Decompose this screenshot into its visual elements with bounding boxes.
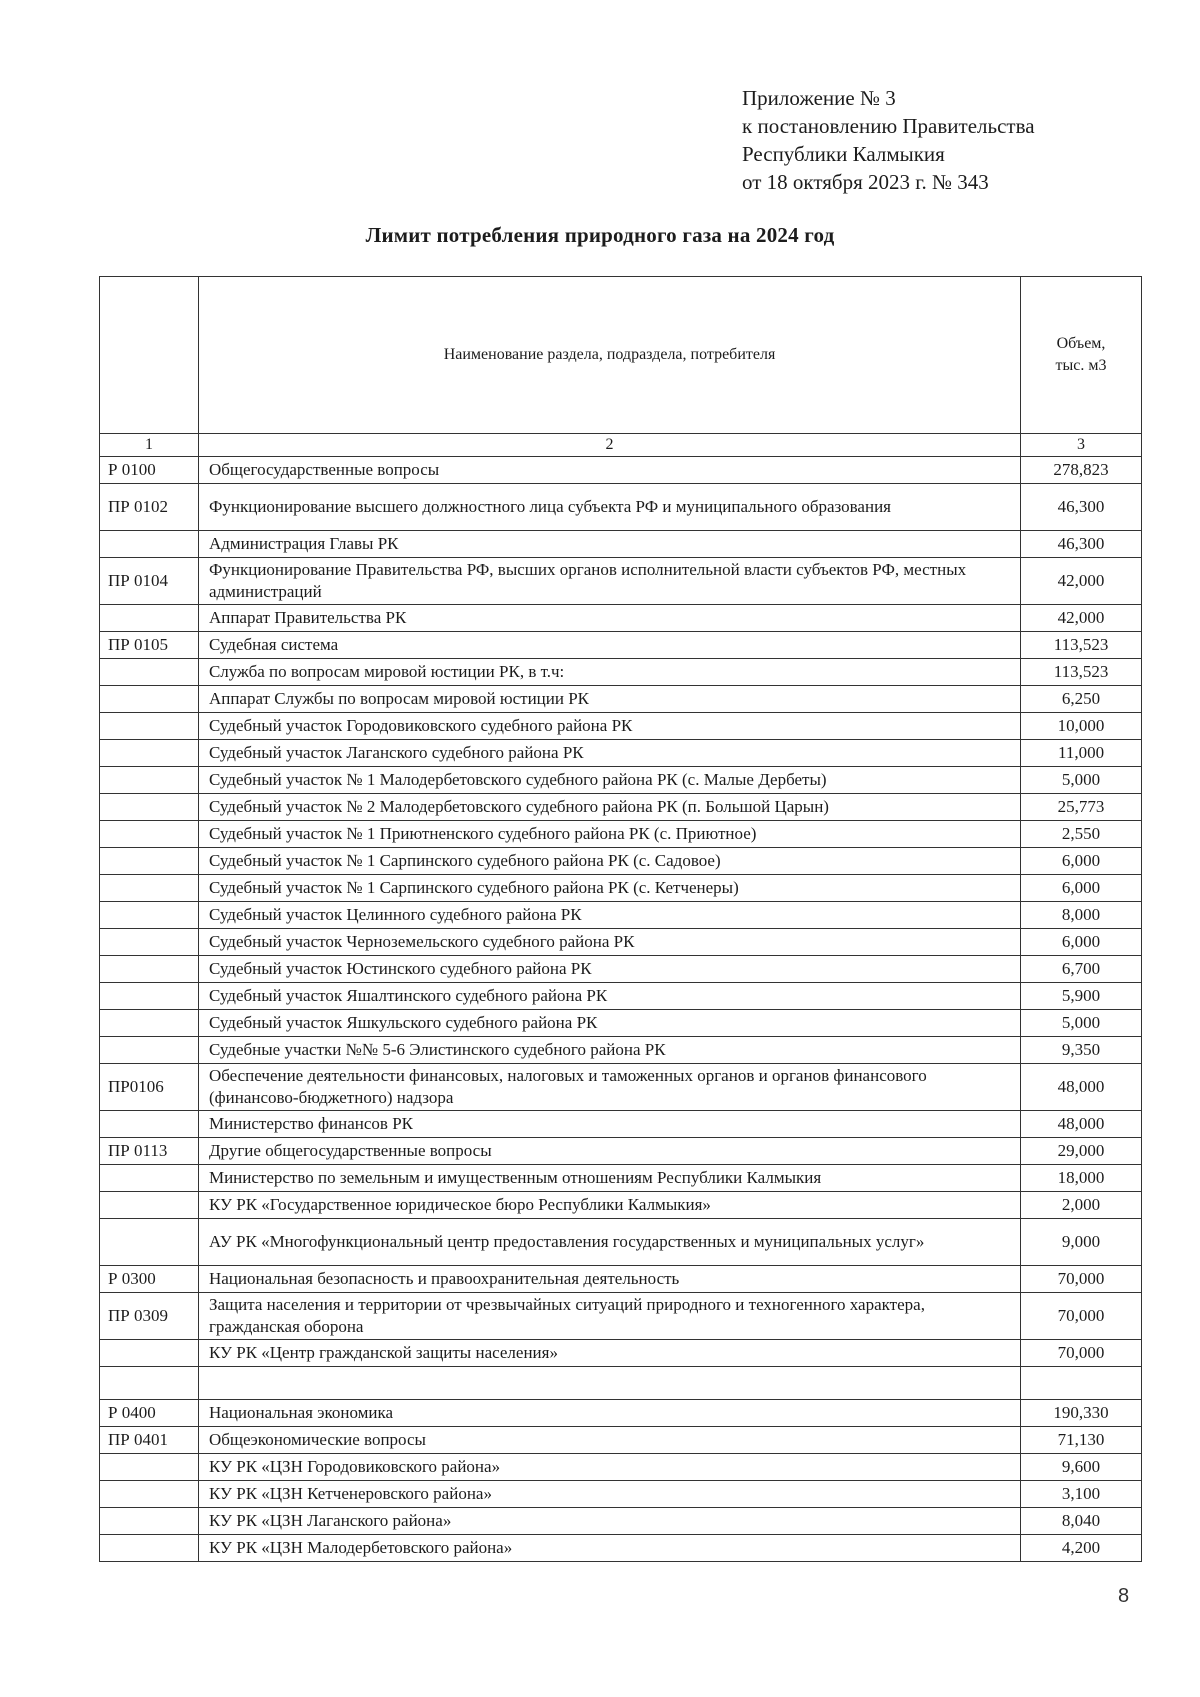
row-value-cell: 42,000 [1021,605,1142,632]
row-value-cell: 42,000 [1021,558,1142,605]
row-value-cell: 10,000 [1021,713,1142,740]
row-value-cell: 113,523 [1021,659,1142,686]
table-row [100,1293,1142,1340]
row-code-cell [100,794,199,821]
table-row [100,457,1142,484]
row-code-cell [100,1010,199,1037]
table-row [100,875,1142,902]
row-code-cell: ПР 0105 [100,632,199,659]
row-name-cell: Судебный участок Яшалтинского судебного района РК [198,983,1020,1010]
table-row [100,659,1142,686]
table-row [100,1192,1142,1219]
row-value-cell: 113,523 [1021,632,1142,659]
row-name-cell: КУ РК «ЦЗН Кетченеровского района» [198,1481,1020,1508]
row-name-cell: Администрация Главы РК [198,531,1020,558]
row-value-cell: 2,000 [1021,1192,1142,1219]
row-value-cell: 8,000 [1021,902,1142,929]
table-row [100,848,1142,875]
row-value-cell: 71,130 [1021,1427,1142,1454]
table-row [100,983,1142,1010]
row-value-cell [1021,1367,1142,1400]
row-code-cell: Р 0400 [100,1400,199,1427]
row-code-cell [100,848,199,875]
row-name-cell: Аппарат Правительства РК [198,605,1020,632]
row-value-cell: 70,000 [1021,1266,1142,1293]
table-row [100,1400,1142,1427]
row-name-cell: Общегосударственные вопросы [198,457,1020,484]
row-code-cell [100,902,199,929]
row-code-cell [100,1165,199,1192]
table-row [100,1037,1142,1064]
row-name-cell: Судебный участок Лаганского судебного района РК [198,740,1020,767]
table-row [100,605,1142,632]
column-number-3: 3 [1021,434,1142,457]
row-name-cell: Служба по вопросам мировой юстиции РК, в т.ч: [198,659,1020,686]
row-value-cell: 6,000 [1021,929,1142,956]
column-number-2: 2 [198,434,1020,457]
row-name-cell: Судебный участок № 1 Малодербетовского судебного района РК (с. Малые Дербеты) [198,767,1020,794]
table-row [100,767,1142,794]
row-name-cell: Министерство финансов РК [198,1111,1020,1138]
row-value-cell: 6,250 [1021,686,1142,713]
row-name-cell: Обеспечение деятельности финансовых, налоговых и таможенных органов и органов финансового (финансово-бюджетного) надзора [198,1064,1020,1111]
row-name-cell: КУ РК «ЦЗН Лаганского района» [198,1508,1020,1535]
row-code-cell: ПР 0309 [100,1293,199,1340]
row-value-cell: 9,000 [1021,1219,1142,1266]
row-value-cell: 48,000 [1021,1111,1142,1138]
row-value-cell: 8,040 [1021,1508,1142,1535]
table-row [100,929,1142,956]
table-row [100,740,1142,767]
header-line-date: от 18 октября 2023 г. № 343 [742,170,989,194]
row-name-cell: Национальная безопасность и правоохранительная деятельность [198,1266,1020,1293]
row-name-cell: Защита населения и территории от чрезвычайных ситуаций природного и техногенного характера, гражданская оборона [198,1293,1020,1340]
header-name-cell: Наименование раздела, подраздела, потребителя [198,277,1020,434]
table-row [100,1340,1142,1367]
row-value-cell: 5,000 [1021,1010,1142,1037]
row-value-cell: 9,350 [1021,1037,1142,1064]
table-header-row [100,277,1142,434]
row-name-cell: Функционирование Правительства РФ, высших органов исполнительной власти субъектов РФ, местных администраций [198,558,1020,605]
table-row [100,821,1142,848]
row-code-cell: Р 0100 [100,457,199,484]
header-code-cell [100,277,199,434]
row-name-cell: Общеэкономические вопросы [198,1427,1020,1454]
row-value-cell: 6,000 [1021,875,1142,902]
header-line-republic: Республики Калмыкия [742,142,945,166]
row-code-cell [100,983,199,1010]
row-value-cell: 190,330 [1021,1400,1142,1427]
row-code-cell [100,1340,199,1367]
row-code-cell [100,605,199,632]
table-row [100,794,1142,821]
header-volume-line2: тыс. м3 [1055,357,1107,374]
table-row [100,1427,1142,1454]
row-value-cell: 6,000 [1021,848,1142,875]
row-code-cell [100,767,199,794]
header-volume-cell [1021,277,1142,434]
table-row [100,1064,1142,1111]
row-value-cell: 11,000 [1021,740,1142,767]
row-code-cell [100,1192,199,1219]
table-row [100,713,1142,740]
row-code-cell: ПР 0113 [100,1138,199,1165]
row-code-cell [100,929,199,956]
table-row [100,1010,1142,1037]
row-value-cell: 2,550 [1021,821,1142,848]
row-name-cell: Функционирование высшего должностного лица субъекта РФ и муниципального образования [198,484,1020,531]
table-row [100,1535,1142,1562]
row-code-cell [100,821,199,848]
row-name-cell: Судебный участок Городовиковского судебного района РК [198,713,1020,740]
column-number-1: 1 [100,434,199,457]
column-number-row [100,434,1142,457]
document-title: Лимит потребления природного газа на 2024 год [365,223,835,247]
gas-limit-table [99,276,1142,1562]
row-name-cell: КУ РК «Государственное юридическое бюро Республики Калмыкия» [198,1192,1020,1219]
row-value-cell: 18,000 [1021,1165,1142,1192]
row-code-cell [100,956,199,983]
row-code-cell [100,875,199,902]
row-code-cell: ПР 0104 [100,558,199,605]
row-code-cell [100,1219,199,1266]
row-value-cell: 48,000 [1021,1064,1142,1111]
row-code-cell: ПР0106 [100,1064,199,1111]
row-value-cell: 70,000 [1021,1340,1142,1367]
row-name-cell: КУ РК «Центр гражданской защиты населения» [198,1340,1020,1367]
row-name-cell: Судебный участок Яшкульского судебного района РК [198,1010,1020,1037]
table-row [100,1266,1142,1293]
table-row [100,902,1142,929]
row-value-cell: 29,000 [1021,1138,1142,1165]
table-row [100,484,1142,531]
row-name-cell: Судебный участок № 1 Приютненского судебного района РК (с. Приютное) [198,821,1020,848]
row-code-cell [100,1367,199,1400]
row-value-cell: 70,000 [1021,1293,1142,1340]
header-line-appendix: Приложение № 3 [742,86,896,110]
table-row [100,1138,1142,1165]
row-value-cell: 278,823 [1021,457,1142,484]
row-name-cell: Министерство по земельным и имущественным отношениям Республики Калмыкия [198,1165,1020,1192]
row-value-cell: 46,300 [1021,484,1142,531]
table-row [100,1481,1142,1508]
row-code-cell: Р 0300 [100,1266,199,1293]
table-row [100,1111,1142,1138]
table-row [100,1367,1142,1400]
row-name-cell: Судебный участок Целинного судебного района РК [198,902,1020,929]
row-code-cell: ПР 0102 [100,484,199,531]
header-volume-line1: Объем, [1056,335,1106,352]
row-name-cell: Судебный участок № 1 Сарпинского судебного района РК (с. Кетченеры) [198,875,1020,902]
row-value-cell: 5,000 [1021,767,1142,794]
row-code-cell [100,1508,199,1535]
row-name-cell [198,1367,1020,1400]
row-value-cell: 6,700 [1021,956,1142,983]
row-name-cell: Судебный участок № 2 Малодербетовского судебного района РК (п. Большой Царын) [198,794,1020,821]
row-name-cell: Аппарат Службы по вопросам мировой юстиции РК [198,686,1020,713]
row-name-cell: Судебный участок Черноземельского судебного района РК [198,929,1020,956]
row-name-cell: Судебный участок № 1 Сарпинского судебного района РК (с. Садовое) [198,848,1020,875]
row-value-cell: 25,773 [1021,794,1142,821]
row-value-cell: 5,900 [1021,983,1142,1010]
table-row [100,1508,1142,1535]
row-value-cell: 46,300 [1021,531,1142,558]
row-code-cell [100,1481,199,1508]
row-code-cell [100,1111,199,1138]
row-value-cell: 9,600 [1021,1454,1142,1481]
row-name-cell: АУ РК «Многофункциональный центр предоставления государственных и муниципальных услуг» [198,1219,1020,1266]
row-name-cell: Судебная система [198,632,1020,659]
page-number: 8 [1118,1585,1130,1607]
header-line-resolution: к постановлению Правительства [742,114,1035,138]
row-code-cell [100,659,199,686]
row-name-cell: Судебный участок Юстинского судебного района РК [198,956,1020,983]
row-name-cell: Судебные участки №№ 5-6 Элистинского судебного района РК [198,1037,1020,1064]
row-code-cell [100,531,199,558]
row-name-cell: КУ РК «ЦЗН Малодербетовского района» [198,1535,1020,1562]
table-row [100,632,1142,659]
row-name-cell: КУ РК «ЦЗН Городовиковского района» [198,1454,1020,1481]
table-row [100,956,1142,983]
row-code-cell [100,740,199,767]
table-row [100,531,1142,558]
table-row [100,1219,1142,1266]
table-row [100,686,1142,713]
row-code-cell [100,1454,199,1481]
row-code-cell [100,1535,199,1562]
table-row [100,558,1142,605]
table-row [100,1165,1142,1192]
row-code-cell [100,1037,199,1064]
row-value-cell: 3,100 [1021,1481,1142,1508]
row-name-cell: Национальная экономика [198,1400,1020,1427]
row-code-cell [100,686,199,713]
approval-header [742,84,1035,196]
row-code-cell [100,713,199,740]
row-name-cell: Другие общегосударственные вопросы [198,1138,1020,1165]
row-value-cell: 4,200 [1021,1535,1142,1562]
row-code-cell: ПР 0401 [100,1427,199,1454]
table-row [100,1454,1142,1481]
